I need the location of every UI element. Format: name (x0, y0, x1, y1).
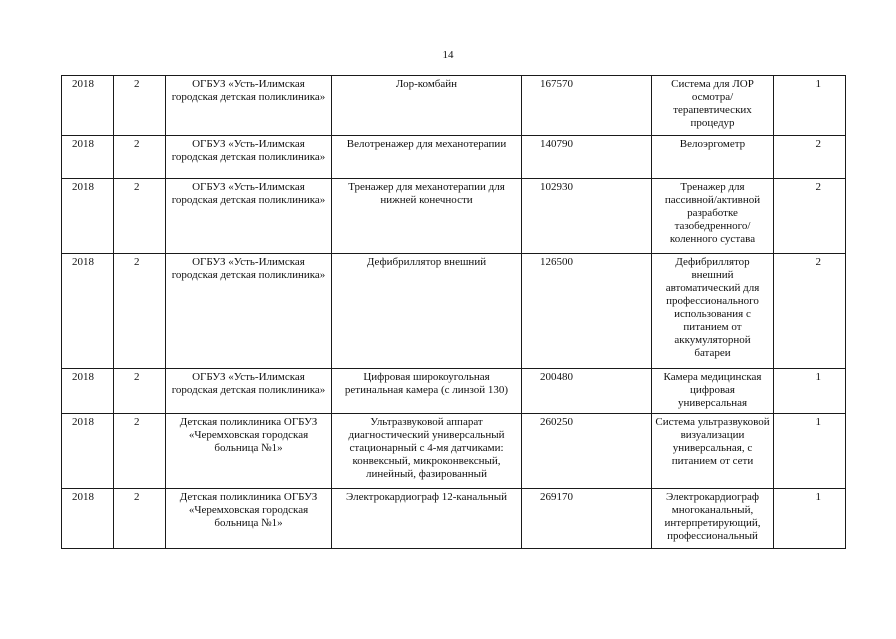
equipment-type-cell: Система ультразвуковой визуализации универсальная, с питанием от сети (652, 414, 774, 489)
year-cell: 2018 (62, 76, 114, 136)
organization-cell: ОГБУЗ «Усть-Илимская городская детская поликлиника» (166, 179, 332, 254)
year-cell: 2018 (62, 489, 114, 549)
number-cell: 2 (114, 489, 166, 549)
organization-cell: ОГБУЗ «Усть-Илимская городская детская поликлиника» (166, 369, 332, 414)
number-cell: 2 (114, 179, 166, 254)
organization-cell: ОГБУЗ «Усть-Илимская городская детская поликлиника» (166, 76, 332, 136)
equipment-name-cell: Лор-комбайн (332, 76, 522, 136)
year-cell: 2018 (62, 179, 114, 254)
year-cell: 2018 (62, 136, 114, 179)
price-cell: 126500 (522, 254, 652, 369)
equipment-type-cell: Велоэргометр (652, 136, 774, 179)
organization-cell: ОГБУЗ «Усть-Илимская городская детская поликлиника» (166, 254, 332, 369)
quantity-cell: 2 (774, 179, 846, 254)
price-cell: 269170 (522, 489, 652, 549)
equipment-type-cell: Камера медицинская цифровая универсальная (652, 369, 774, 414)
quantity-cell: 2 (774, 254, 846, 369)
quantity-cell: 2 (774, 136, 846, 179)
equipment-type-cell: Система для ЛОР осмотра/ терапевтических процедур (652, 76, 774, 136)
number-cell: 2 (114, 254, 166, 369)
equipment-name-cell: Электрокардиограф 12-канальный (332, 489, 522, 549)
year-cell: 2018 (62, 254, 114, 369)
equipment-name-cell: Дефибриллятор внешний (332, 254, 522, 369)
number-cell: 2 (114, 136, 166, 179)
table-row (62, 136, 846, 179)
equipment-name-cell: Цифровая широкоугольная ретинальная камера (с линзой 130) (332, 369, 522, 414)
table-row (62, 76, 846, 136)
equipment-table (61, 75, 846, 549)
equipment-name-cell: Ультразвуковой аппарат диагностический универсальный стационарный с 4-мя датчиками: конвексный, микроконвексный, линейный, фазированный (332, 414, 522, 489)
quantity-cell: 1 (774, 76, 846, 136)
organization-cell: Детская поликлиника ОГБУЗ «Черемховская городская больница №1» (166, 489, 332, 549)
organization-cell: Детская поликлиника ОГБУЗ «Черемховская городская больница №1» (166, 414, 332, 489)
number-cell: 2 (114, 76, 166, 136)
price-cell: 140790 (522, 136, 652, 179)
equipment-type-cell: Электрокардиограф многоканальный, интерпретирующий, профессиональный (652, 489, 774, 549)
price-cell: 200480 (522, 369, 652, 414)
page-number: 14 (442, 49, 454, 61)
price-cell: 102930 (522, 179, 652, 254)
number-cell: 2 (114, 369, 166, 414)
number-cell: 2 (114, 414, 166, 489)
table-row (62, 179, 846, 254)
table-row (62, 254, 846, 369)
equipment-name-cell: Тренажер для механотерапии для нижней конечности (332, 179, 522, 254)
year-cell: 2018 (62, 369, 114, 414)
table-row (62, 489, 846, 549)
table-row (62, 414, 846, 489)
price-cell: 167570 (522, 76, 652, 136)
equipment-type-cell: Дефибриллятор внешний автоматический для профессионального использования с питанием от аккумуляторной батареи (652, 254, 774, 369)
quantity-cell: 1 (774, 414, 846, 489)
price-cell: 260250 (522, 414, 652, 489)
organization-cell: ОГБУЗ «Усть-Илимская городская детская поликлиника» (166, 136, 332, 179)
quantity-cell: 1 (774, 489, 846, 549)
equipment-type-cell: Тренажер для пассивной/активной разработке тазобедренного/ коленного сустава (652, 179, 774, 254)
table-row (62, 369, 846, 414)
quantity-cell: 1 (774, 369, 846, 414)
equipment-name-cell: Велотренажер для механотерапии (332, 136, 522, 179)
year-cell: 2018 (62, 414, 114, 489)
